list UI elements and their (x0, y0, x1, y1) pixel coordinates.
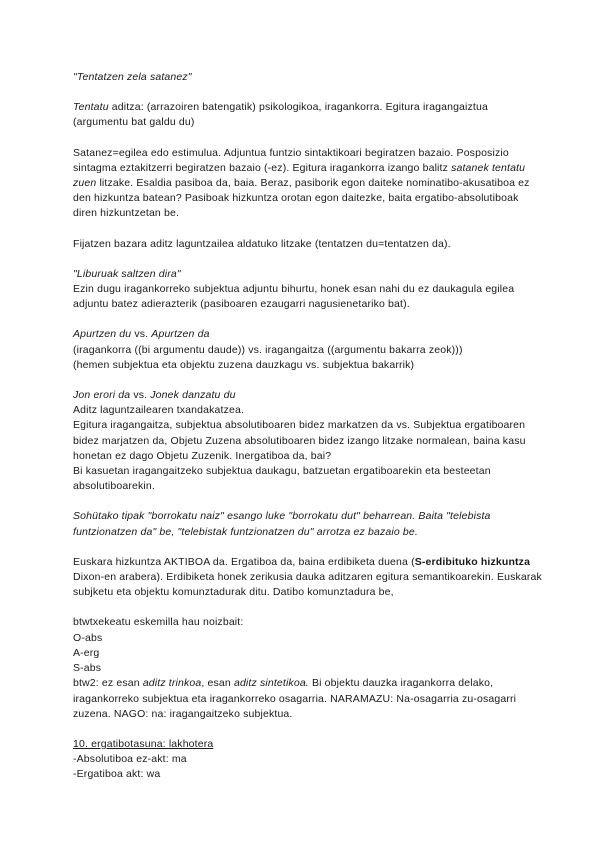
vs-1: vs. (131, 328, 152, 341)
jonek-danzatu: Jonek danzatu du (150, 389, 236, 402)
list-item: -Absolutiboa ez-akt: ma (73, 753, 187, 766)
btw2-italic-2: aditz sintetikoa. (233, 677, 309, 690)
term-tentatu: Tentatu (73, 101, 109, 114)
list-item: -Ergatiboa akt: wa (73, 768, 161, 781)
heading-apurtzen (73, 327, 543, 342)
section-heading-10: 10. ergatibotasuna: lakhotera (73, 737, 214, 750)
paragraph-tentatu (73, 100, 543, 130)
list-item: A-erg (73, 646, 100, 659)
vs-2: vs. (130, 389, 151, 402)
list-item: O-abs (73, 631, 103, 644)
paragraph-tentatu-text: aditza: (arrazoiren batengatik) psikologikoa, iragankorra. Egitura iragangaiztua (argumentu bat galdu du) (73, 101, 488, 129)
apurtzen-du: Apurtzen du (73, 328, 132, 341)
paragraph-btw: btwtxekeatu eskemilla hau noizbait: (73, 616, 244, 629)
btw2-text-c: Bi objektu dauzka iragankorra delako, iragankorreko subjektua eta iragankorreko osagarria. NARAMAZU: Na-osagarria zu-osagarri zuzena. NAGO: na: iragangaitzeko subjektua. (73, 677, 517, 720)
jon-erori: Jon erori da (73, 389, 131, 402)
paragraph-btw2 (73, 676, 543, 722)
btw2-italic-1: aditz trinkoa (142, 677, 202, 690)
apurtzen-line-3: (hemen subjektua eta objektu zuzena dauzkagu vs. subjektua bakarrik) (73, 358, 415, 371)
euskara-text-a: Euskara hizkuntza AKTIBOA da. Ergatiboa da, baina erdibiketa duena ( (73, 555, 415, 568)
paragraph-satanez (73, 146, 543, 222)
satanez-italic: satanek tentatu zuen (73, 161, 526, 190)
jon-line-4: Bi kasuetan iragangaitzeko subjektua daukagu, batzuetan ergatiboarekin eta besteetan absolutiboarekin. (73, 465, 491, 493)
apurtzen-line-2: (iragankorra ((bi argumentu daude)) vs. iragangaitza ((argumentu bakarra zeok))) (73, 343, 463, 356)
satanez-text-b: litzake. Esaldia pasiboa da, baia. Beraz, pasiborik egon daiteke nominatibo-akusatiboa ez den hizkuntza batean? Pasiboak hizkuntza orotan egon daitezke, baita ergatibo-absolutiboak diren hizkuntzetan be. (73, 177, 530, 220)
paragraph-euskara (73, 555, 543, 601)
jon-line-2: Aditz laguntzailearen txandakatzea. (73, 404, 245, 417)
jon-line-3: Egitura iragangaitza, subjektua absolutiboaren bidez markatzen da vs. Subjektua ergatiboaren bidez marjatzen da, Objetu Zuzena absolutiboaren bidez izango litzake normalean, baina kasu honetan ez dago Objetu Zuzenik. Inergatiboa da, bai? (73, 419, 526, 462)
document-body (73, 70, 543, 783)
heading-jon (73, 388, 543, 403)
paragraph-sohutako: Sohütako tipak "borrokatu naiz" esango luke "borrokatu dut" beharrean. Baita "telebista funtzionatzen da" be, "telebistak funtzionatzen du" arrotza ez bazaio be. (73, 510, 491, 538)
euskara-text-c: Dixon-en arabera). Erdibiketa honek zerikusia dauka aditzaren egitura semantikoarekin. Euskarak subjketu eta objektu komunztadurak ditu. Datibo komunztadura be, (73, 571, 542, 599)
quote-title-1: "Tentatzen zela satanez" (73, 71, 192, 83)
btw2-text-b: , esan (201, 677, 234, 690)
apurtzen-da: Apurtzen da (151, 328, 210, 341)
paragraph-liburuak: Ezin dugu iragankorreko subjektua adjuntu bihurtu, honek esan nahi du ez daukagula egilea adjuntu batez adierazterik (pasiboaren ezaugarri nagusienetariko bat). (73, 283, 515, 311)
satanez-text-a: Satanez=egilea edo estimulua. Adjuntua funtzio sintaktikoari begiratzen bazaio. Posposizio sintagma eztakitzerri begiratzen bazaio (-ez). Egitura iragankorra izango balitz (73, 146, 509, 174)
quote-title-2: "Liburuak saltzen dira" (73, 267, 181, 280)
list-item: S-abs (73, 662, 102, 675)
btw2-text-a: btw2: ez esan (73, 677, 143, 690)
paragraph-fijatzen: Fijatzen bazara aditz laguntzailea aldatuko litzake (tentatzen du=tentatzen da). (73, 237, 451, 250)
euskara-bold: S-erdibituko hizkuntza (414, 555, 531, 568)
